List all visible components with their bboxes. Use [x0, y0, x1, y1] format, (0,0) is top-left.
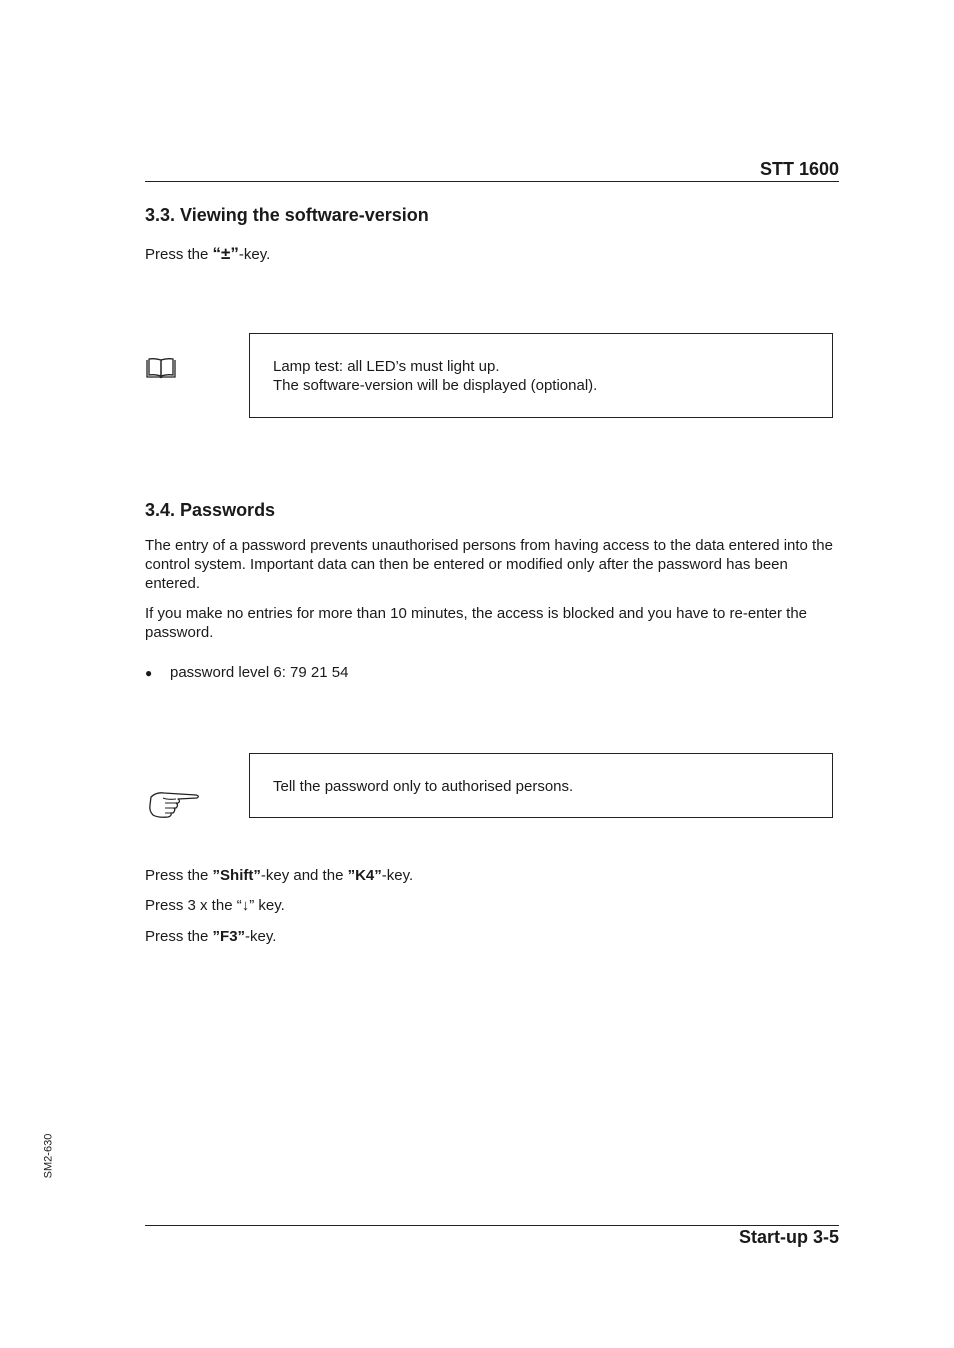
- list-item-password-level: [145, 663, 348, 683]
- step-pre: Press the: [145, 867, 213, 884]
- section-heading-software-version: 3.3. Viewing the software-version: [145, 205, 429, 225]
- step-shift-k4: [145, 866, 841, 885]
- paragraph-password-intro: The entry of a password prevents unauthorised persons from having access to the data entered into the control system. Important data can then be entered or modified only after the password has been entered.: [145, 537, 833, 592]
- instruction-post: -key.: [238, 246, 271, 263]
- header-product-title: STT 1600: [759, 159, 839, 179]
- step-post: -key.: [245, 928, 277, 945]
- pointing-hand-icon: [148, 789, 202, 819]
- step-post: -key.: [381, 867, 414, 884]
- footer-rule: [145, 1225, 839, 1226]
- step-pre: Press 3 x the “: [145, 897, 242, 914]
- instruction-pre: Press the: [145, 246, 213, 263]
- f3-key-label: ”F3”: [212, 928, 246, 945]
- note-line: Lamp test: all LED’s must light up.: [273, 358, 500, 375]
- step-mid: -key and the: [260, 867, 348, 884]
- instruction-press-plusminus: [145, 244, 841, 264]
- bullet-text: password level 6: 79 21 54: [170, 664, 349, 681]
- step-pre: Press the: [145, 928, 213, 945]
- note-box-lamp-test: [249, 333, 833, 418]
- k4-key-label: ”K4”: [347, 867, 382, 884]
- header-rule: [145, 181, 839, 182]
- warning-text: Tell the password only to authorised persons.: [273, 778, 574, 795]
- bullet-dot: ●: [145, 666, 153, 680]
- step-down-arrow: [145, 896, 841, 915]
- warning-box-password: [249, 753, 833, 818]
- book-icon: [146, 357, 176, 379]
- step-f3: [145, 927, 841, 946]
- note-line: The software-version will be displayed (optional).: [273, 377, 598, 394]
- section-heading-passwords: 3.4. Passwords: [145, 500, 276, 520]
- shift-key-label: ”Shift”: [212, 867, 261, 884]
- document-code: SM2-630: [42, 1133, 55, 1179]
- footer-page-number: Start-up 3-5: [738, 1227, 839, 1247]
- step-post: ” key.: [249, 897, 285, 914]
- paragraph-password-timeout: If you make no entries for more than 10 minutes, the access is blocked and you have to re-enter the password.: [145, 605, 808, 641]
- down-arrow-icon: ↓: [241, 897, 250, 914]
- instruction-key: “±”: [212, 244, 239, 263]
